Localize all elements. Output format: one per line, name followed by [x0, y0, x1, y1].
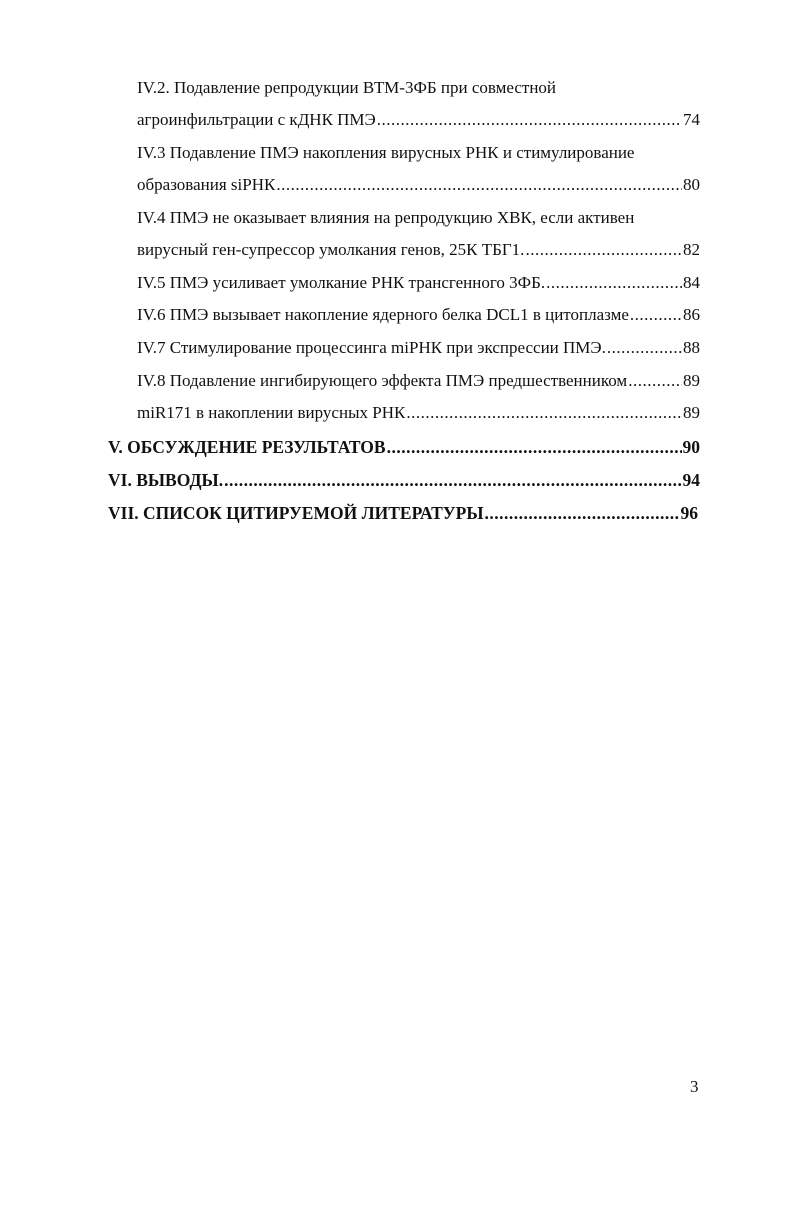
dot-leader [377, 104, 682, 136]
toc-entry-page: 74 [683, 110, 700, 129]
toc-entry-page: 80 [683, 175, 700, 194]
dot-leader [406, 397, 682, 429]
toc-entry-title: агроинфильтрации с кДНК ПМЭ [137, 110, 376, 129]
toc-entry-title: IV.5 ПМЭ усиливает умолкание РНК трансгенного 3ФБ. [137, 273, 546, 292]
toc-entry-iv-8-line-1 [137, 365, 700, 397]
toc-section-v [108, 431, 700, 463]
toc-entry-page: 89 [683, 371, 700, 390]
toc-entry-title: IV.7 Стимулирование процессинга miРНК при экспрессии ПМЭ. [137, 338, 606, 357]
toc-section-title: VII. СПИСОК ЦИТИРУЕМОЙ ЛИТЕРАТУРЫ [108, 503, 484, 523]
dot-leader [387, 431, 682, 463]
toc-entry-iv-6 [137, 299, 700, 331]
toc-entry-iv-2-line-2 [137, 104, 700, 136]
toc-entry-page: 84 [683, 273, 700, 292]
toc-entry-title: IV.2. Подавление репродукции ВТМ-3ФБ при совместной [137, 78, 557, 97]
toc-entry-title: образования siРНК [137, 175, 276, 194]
toc-section-page: 96 [680, 503, 698, 523]
toc-section-vii [108, 497, 698, 529]
page-number: 3 [690, 1077, 699, 1096]
toc-entry-iv-2-line-1 [137, 72, 700, 104]
dot-leader [525, 234, 682, 266]
dot-leader [224, 464, 681, 496]
toc-entry-page: 88 [683, 338, 700, 357]
toc-entry-title: IV.4 ПМЭ не оказывает влияния на репродукцию ХВК, если активен [137, 208, 635, 227]
dot-leader [628, 365, 682, 397]
dot-leader [546, 267, 682, 299]
toc-section-vi [108, 464, 700, 496]
toc-entry-iv-4-line-1 [137, 202, 700, 234]
toc-entry-iv-5 [137, 267, 700, 299]
toc-entry-title: IV.6 ПМЭ вызывает накопление ядерного белка DCL1 в цитоплазме [137, 305, 629, 324]
dot-leader [630, 299, 682, 331]
dot-leader [276, 169, 682, 201]
toc-entry-title: вирусный ген-супрессор умолкания генов, 25К ТБГ1. [137, 240, 525, 259]
toc-entry-page: 82 [683, 240, 700, 259]
dot-leader [485, 497, 680, 529]
dot-leader [607, 332, 682, 364]
toc-entry-page: 86 [683, 305, 700, 324]
toc-entry-title: miR171 в накоплении вирусных РНК [137, 403, 406, 422]
toc-section-page: 94 [682, 470, 700, 490]
toc-entry-iv-7 [137, 332, 700, 364]
toc-entry-title: IV.8 Подавление ингибирующего эффекта ПМЭ предшественником [137, 371, 628, 390]
toc-section-page: 90 [682, 437, 700, 457]
toc-section-title: VI. ВЫВОДЫ. [108, 470, 224, 490]
toc-entry-page: 89 [683, 403, 700, 422]
toc-entry-iv-8-line-2 [137, 397, 700, 429]
toc-entry-title: IV.3 Подавление ПМЭ накопления вирусных РНК и стимулирование [137, 143, 635, 162]
toc-entry-iv-4-line-2 [137, 234, 700, 266]
toc-entry-iv-3-line-2 [137, 169, 700, 201]
toc-entry-iv-3-line-1 [137, 137, 700, 169]
toc-section-title: V. ОБСУЖДЕНИЕ РЕЗУЛЬТАТОВ [108, 437, 386, 457]
